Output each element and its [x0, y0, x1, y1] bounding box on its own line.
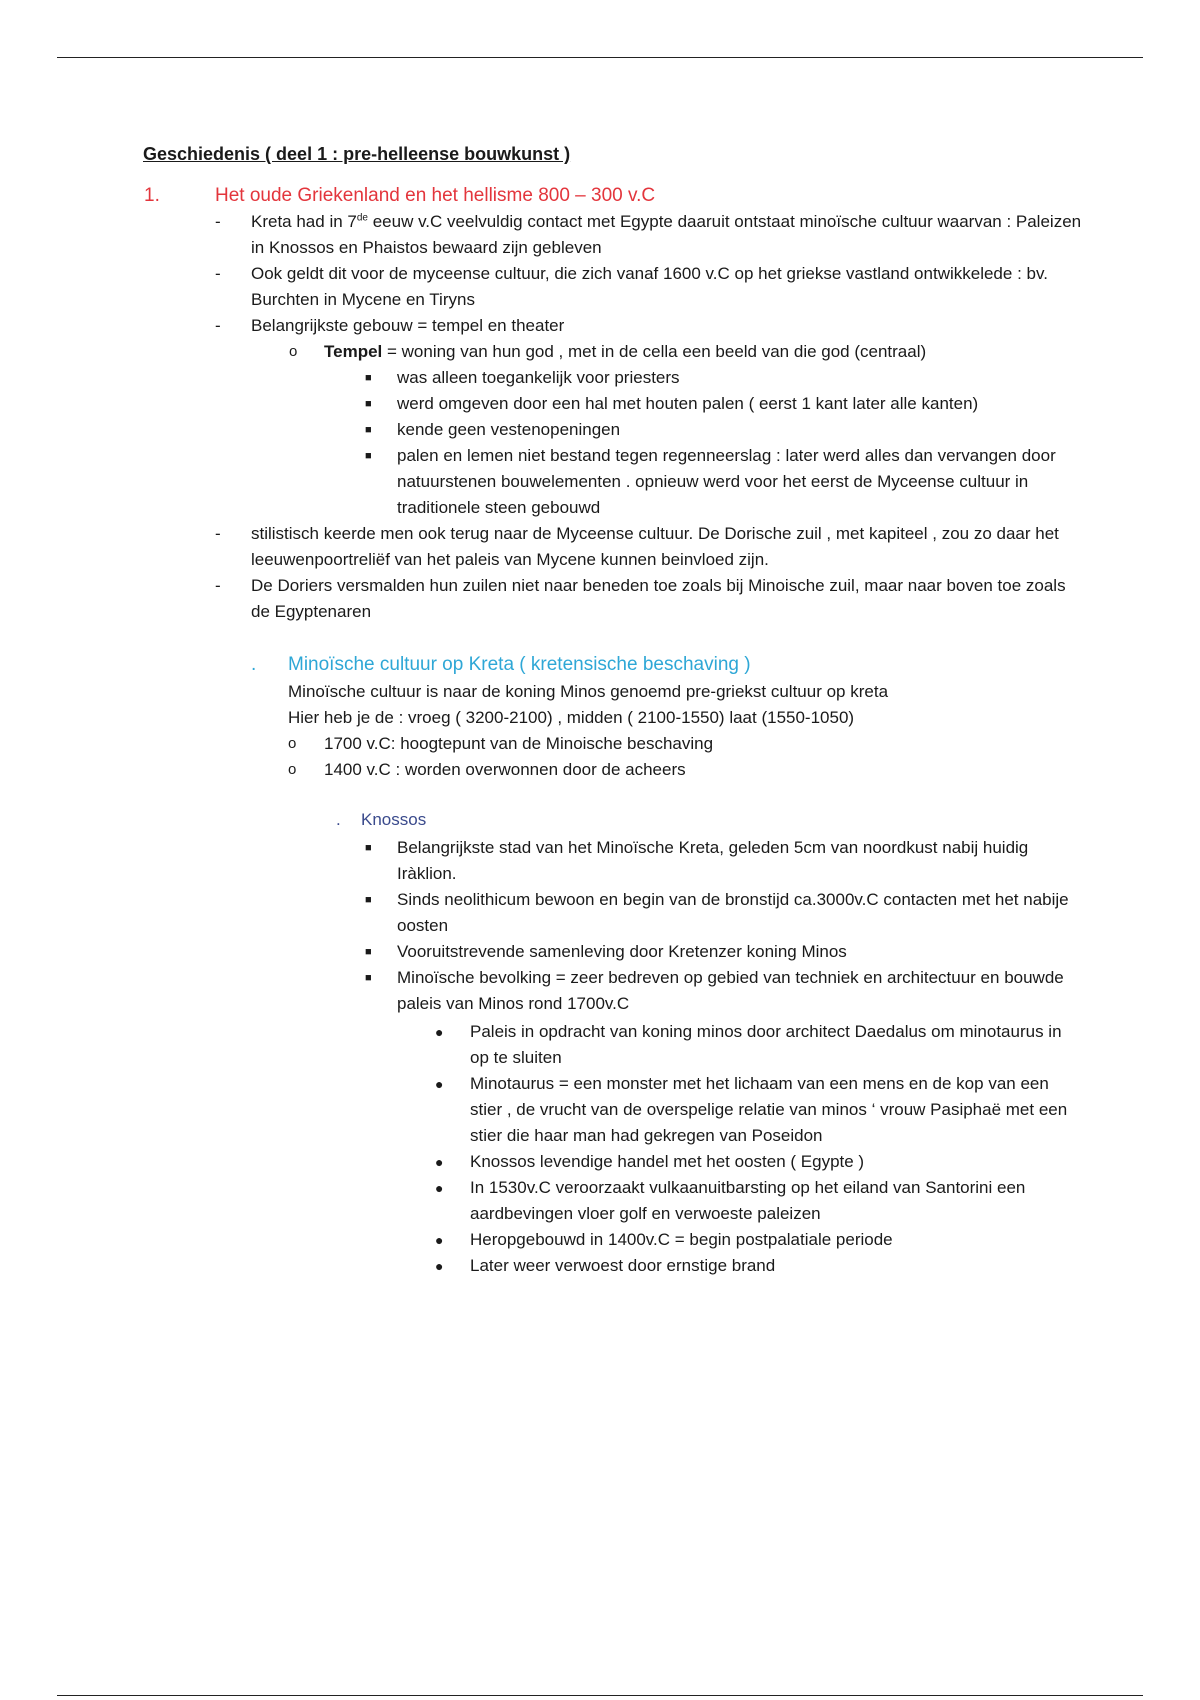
section-heading-2: . Minoïsche cultuur op Kreta ( kretensische beschaving ): [251, 654, 751, 675]
list-item: - stilistisch keerde men ook terug naar de Myceense cultuur. De Dorische zuil , met kapiteel , zou zo daar het leeuwenpoortreliëf van het paleis van Mycene kunnen beinvloed zijn.: [215, 524, 1059, 569]
list-item: - Ook geldt dit voor de myceense cultuur, die zich vanaf 1600 v.C op het griekse vastland ontwikkelede : bv. Burchten in Mycene en Tiryns: [215, 264, 1048, 309]
list-item: ● Minotaurus = een monster met het lichaam van een mens en de kop van een stier , de vrucht van de overspelige relatie van minos ‘ vrouw Pasiphaë met een stier die haar man had gekregen van Poseidon: [435, 1074, 1068, 1145]
document-page: [143, 141, 1083, 1279]
list-item: ■ Belangrijkste stad van het Minoïsche Kreta, geleden 5cm van noordkust nabij huidig Iràklion.: [365, 838, 1029, 883]
list-item: ● Knossos levendige handel met het oosten ( Egypte ): [435, 1152, 865, 1171]
list-item: ■ werd omgeven door een hal met houten palen ( eerst 1 kant later alle kanten): [365, 394, 979, 413]
header-rule: [57, 57, 1143, 58]
section-number: 1.: [144, 185, 160, 206]
list-item: o Tempel = woning van hun god , met in de cella een beeld van die god (centraal) ■ was alleen toegankelijk voor priesters ■ werd omgeven door een hal met houten palen ( eerst 1 kant later alle kanten) ■ kende geen vestenopeningen ■ palen en lemen niet bestand tegen regenneerslag : later werd alles dan vervangen door natuurstenen bouwelementen . opnieuw werd voor het eerst de Myceense cultuur in traditionele steen gebouwd: [324, 339, 1083, 521]
paragraph: Minoïsche cultuur is naar de koning Minos genoemd pre-griekst cultuur op kreta: [288, 682, 889, 701]
document-title: Geschiedenis ( deel 1 : pre-helleense bouwkunst ): [143, 144, 571, 164]
dash-list: [143, 209, 1083, 625]
list-item: - De Doriers versmalden hun zuilen niet naar beneden toe zoals bij Minoische zuil, maar naar boven toe zoals de Egyptenaren: [215, 576, 1066, 621]
paragraph: Hier heb je de : vroeg ( 3200-2100) , midden ( 2100-1550) laat (1550-1050): [288, 708, 855, 727]
section-heading-1: 1. Het oude Griekenland en het hellisme 800 – 300 v.C: [143, 183, 1083, 209]
list-item: ■ kende geen vestenopeningen: [365, 420, 621, 439]
circle-list: [143, 731, 1083, 783]
list-item: - Kreta had in 7de eeuw v.C veelvuldig contact met Egypte daaruit ontstaat minoïsche cultuur waarvan : Paleizen in Knossos en Phaistos bewaard zijn gebleven: [215, 212, 1082, 257]
list-item: ● In 1530v.C veroorzaakt vulkaanuitbarsting op het eiland van Santorini een aardbevingen vloer golf en verwoeste paleizen: [435, 1178, 1026, 1223]
list-item: ■ Minoïsche bevolking = zeer bedreven op gebied van techniek en architectuur en bouwde paleis van Minos rond 1700v.C ● Paleis in opdracht van koning minos door architect Daedalus om minotaurus in op te sluiten ● Minotaurus = een monster met het lichaam van een mens en de kop van een stier , de vrucht van de overspelige relatie van minos ‘ vrouw Pasiphaë met een stier die haar man had gekregen van Poseidon ● Knossos levendige handel met het oosten ( Egypte ) ● In 1530v.C veroorzaakt vulkaanuitbarsting op het eiland van Santorini een aardbevingen vloer golf en verwoeste paleizen ● Heropgebouwd in 1400v.C = begin postpalatiale periode ● Later weer verwoest door ernstige brand: [397, 965, 1083, 1279]
list-item: o 1700 v.C: hoogtepunt van de Minoische beschaving: [288, 734, 714, 753]
list-item: - Belangrijkste gebouw = tempel en theater o Tempel = woning van hun god , met in de cella een beeld van die god (centraal) ■ was alleen toegankelijk voor priesters ■ werd omgeven door een hal met houten palen ( eerst 1 kant later alle kanten) ■ kende geen vestenopeningen ■ palen en lemen niet bestand tegen regenneerslag : later werd alles dan vervangen door natuurstenen bouwelementen . opnieuw werd voor het eerst de Myceense cultuur in traditionele steen gebouwd: [251, 313, 1083, 521]
list-item: ■ Sinds neolithicum bewoon en begin van de bronstijd ca.3000v.C contacten met het nabije oosten: [365, 890, 1069, 935]
bullet-list: [397, 1019, 1083, 1279]
list-item: o 1400 v.C : worden overwonnen door de acheers: [288, 760, 686, 779]
list-item: ■ palen en lemen niet bestand tegen regenneerslag : later werd alles dan vervangen door natuurstenen bouwelementen . opnieuw werd voor het eerst de Myceense cultuur in traditionele steen gebouwd: [365, 446, 1056, 517]
list-item: ● Paleis in opdracht van koning minos door architect Daedalus om minotaurus in op te sluiten: [435, 1022, 1062, 1067]
square-list: [143, 835, 1083, 1279]
list-item: ■ Vooruitstrevende samenleving door Kretenzer koning Minos: [365, 942, 847, 961]
section-heading-3: . Knossos: [336, 810, 427, 829]
sub-sub-list: [143, 365, 1083, 521]
list-item: ■ was alleen toegankelijk voor priesters: [365, 368, 680, 387]
footer-rule: [57, 1695, 1143, 1696]
list-item: ● Later weer verwoest door ernstige brand: [435, 1256, 776, 1275]
list-item: ● Heropgebouwd in 1400v.C = begin postpalatiale periode: [435, 1230, 893, 1249]
sub-list: [143, 339, 1083, 521]
